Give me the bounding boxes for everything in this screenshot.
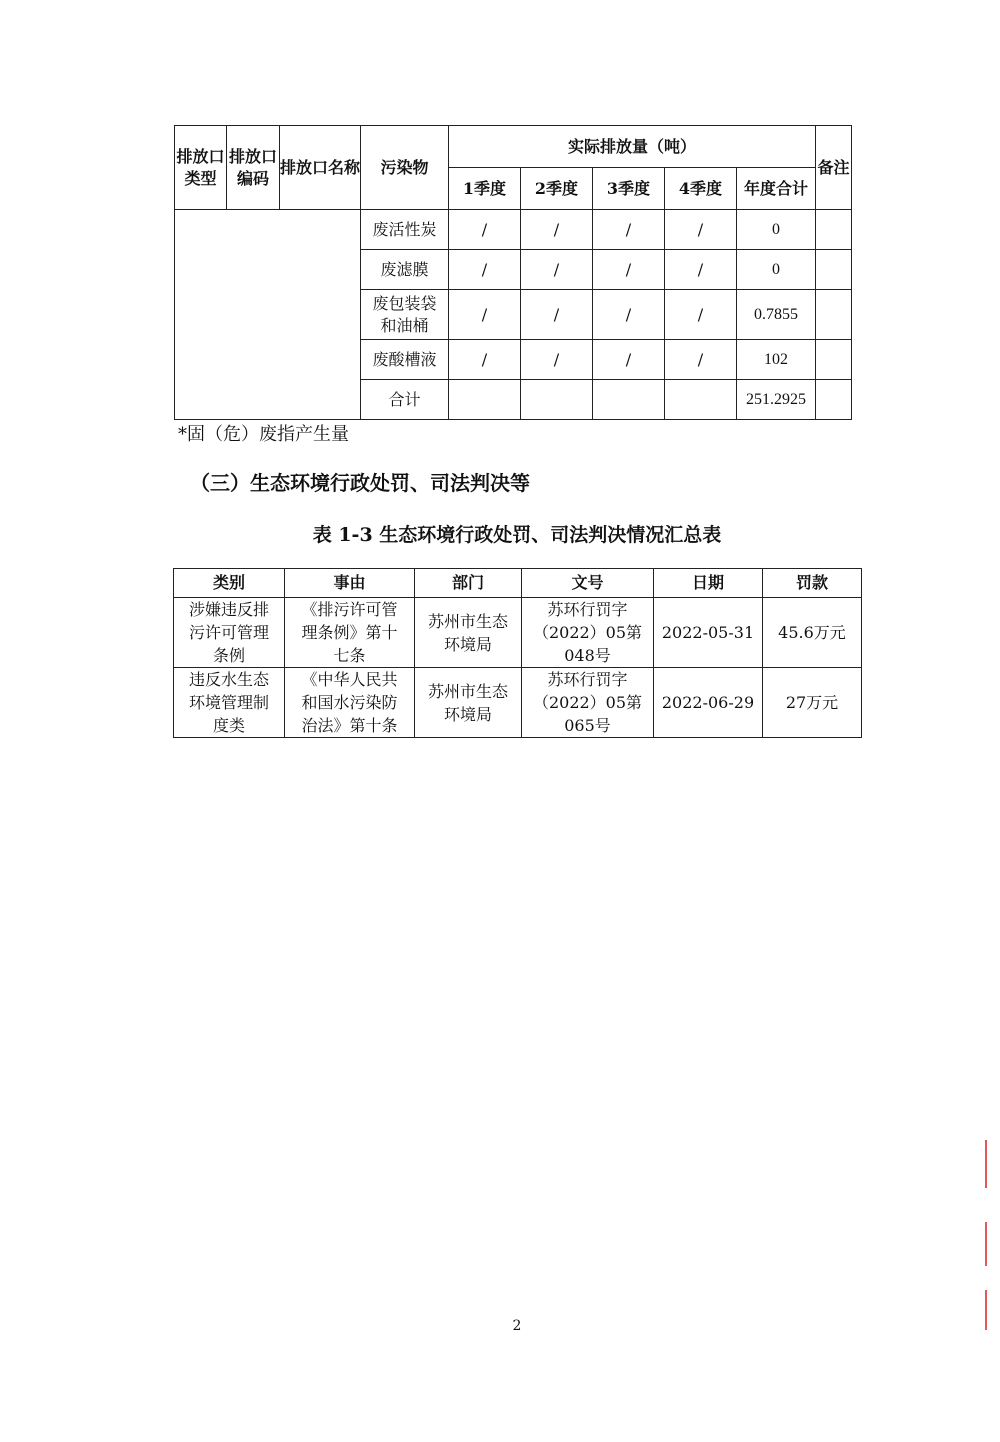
header-outlet-name: 排放口名称 xyxy=(280,126,361,210)
table-row xyxy=(174,668,862,738)
total-cell: 0 xyxy=(737,210,816,250)
merged-outlet-cell xyxy=(175,210,361,420)
header-date: 日期 xyxy=(654,569,763,598)
table-note: *固（危）废指产生量 xyxy=(178,424,349,445)
category-cell: 违反水生态环境管理制度类 xyxy=(174,668,285,738)
table-row xyxy=(175,210,852,250)
department-cell: 苏州市生态环境局 xyxy=(415,668,522,738)
header-category: 类别 xyxy=(174,569,285,598)
matter-cell: 《排污许可管理条例》第十七条 xyxy=(285,598,415,668)
q2-cell xyxy=(521,380,593,420)
date-cell: 2022-06-29 xyxy=(654,668,763,738)
total-cell: 0.7855 xyxy=(737,290,816,340)
q2-cell: / xyxy=(521,210,593,250)
q3-cell: / xyxy=(593,250,665,290)
header-pollutant: 污染物 xyxy=(361,126,449,210)
table-row xyxy=(174,598,862,668)
total-cell: 251.2925 xyxy=(737,380,816,420)
page-number: 2 xyxy=(512,1318,522,1334)
penalty-table xyxy=(173,568,862,738)
seal-stamp-fragment xyxy=(985,1290,1000,1330)
header-actual-emission: 实际排放量（吨） xyxy=(449,126,816,168)
header-row xyxy=(174,569,862,598)
header-department: 部门 xyxy=(415,569,522,598)
seal-stamp-fragment xyxy=(985,1140,1000,1188)
header-q1: 1季度 xyxy=(449,168,521,210)
q4-cell xyxy=(665,380,737,420)
q4-cell: / xyxy=(665,210,737,250)
q1-cell: / xyxy=(449,210,521,250)
remark-cell xyxy=(816,380,852,420)
pollutant-cell: 废包装袋和油桶 xyxy=(361,290,449,340)
fine-cell: 45.6万元 xyxy=(763,598,862,668)
q2-cell: / xyxy=(521,340,593,380)
q1-cell: / xyxy=(449,340,521,380)
department-cell: 苏州市生态环境局 xyxy=(415,598,522,668)
q3-cell xyxy=(593,380,665,420)
remark-cell xyxy=(816,210,852,250)
q4-cell: / xyxy=(665,340,737,380)
q3-cell: / xyxy=(593,290,665,340)
pollutant-cell: 废酸槽液 xyxy=(361,340,449,380)
pollutant-cell: 合计 xyxy=(361,380,449,420)
header-annual-total: 年度合计 xyxy=(737,168,816,210)
q2-cell: / xyxy=(521,250,593,290)
remark-cell xyxy=(816,340,852,380)
category-cell: 涉嫌违反排污许可管理条例 xyxy=(174,598,285,668)
remark-cell xyxy=(816,250,852,290)
total-cell: 102 xyxy=(737,340,816,380)
header-q2: 2季度 xyxy=(521,168,593,210)
header-remarks: 备注 xyxy=(816,126,852,210)
emission-table xyxy=(174,125,852,420)
header-fine: 罚款 xyxy=(763,569,862,598)
q3-cell: / xyxy=(593,210,665,250)
doc-no-cell: 苏环行罚字（2022）05第065号 xyxy=(522,668,654,738)
q1-cell xyxy=(449,380,521,420)
header-outlet-type: 排放口类型 xyxy=(175,126,227,210)
seal-stamp-fragment xyxy=(985,1222,1000,1266)
header-q4: 4季度 xyxy=(665,168,737,210)
doc-no-cell: 苏环行罚字（2022）05第048号 xyxy=(522,598,654,668)
header-q3: 3季度 xyxy=(593,168,665,210)
q1-cell: / xyxy=(449,250,521,290)
date-cell: 2022-05-31 xyxy=(654,598,763,668)
remark-cell xyxy=(816,290,852,340)
q2-cell: / xyxy=(521,290,593,340)
header-matter: 事由 xyxy=(285,569,415,598)
total-cell: 0 xyxy=(737,250,816,290)
fine-cell: 27万元 xyxy=(763,668,862,738)
pollutant-cell: 废活性炭 xyxy=(361,210,449,250)
header-row xyxy=(175,126,852,168)
matter-cell: 《中华人民共和国水污染防治法》第十条 xyxy=(285,668,415,738)
section-title: （三）生态环境行政处罚、司法判决等 xyxy=(190,471,530,495)
q3-cell: / xyxy=(593,340,665,380)
header-outlet-code: 排放口编码 xyxy=(227,126,280,210)
header-doc-no: 文号 xyxy=(522,569,654,598)
pollutant-cell: 废滤膜 xyxy=(361,250,449,290)
q4-cell: / xyxy=(665,290,737,340)
q1-cell: / xyxy=(449,290,521,340)
table-caption: 表 1-3 生态环境行政处罚、司法判决情况汇总表 xyxy=(312,524,722,546)
q4-cell: / xyxy=(665,250,737,290)
